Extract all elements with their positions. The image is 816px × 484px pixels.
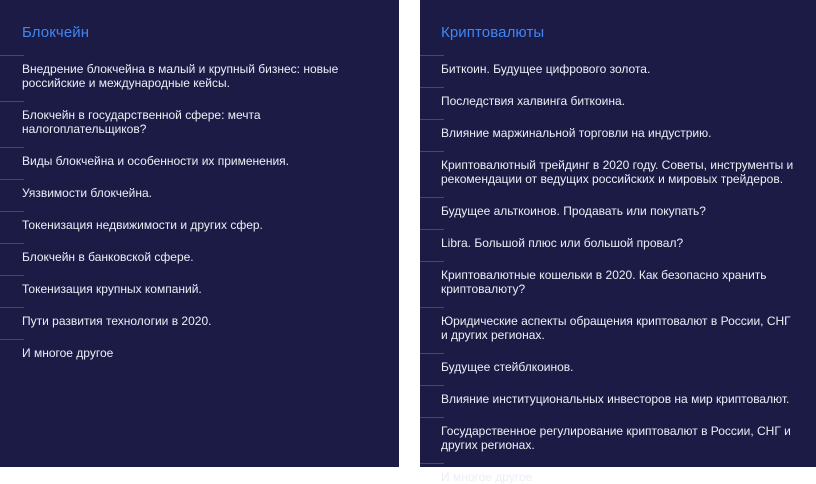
list-item: Криптовалютные кошельки в 2020. Как безопасно хранить криптовалюту? bbox=[441, 261, 796, 296]
blockchain-title: Блокчейн bbox=[22, 24, 90, 41]
blockchain-topic-list bbox=[22, 55, 377, 360]
list-item: Юридические аспекты обращения криптовалют в России, СНГ и других регионах. bbox=[441, 307, 796, 342]
list-item: Блокчейн в государственной сфере: мечта налогоплательщиков? bbox=[22, 101, 377, 136]
list-item: Государственное регулирование криптовалют в России, СНГ и других регионах. bbox=[441, 417, 796, 452]
list-item: Токенизация крупных компаний. bbox=[22, 275, 377, 296]
list-item: Влияние маржинальной торговли на индустрию. bbox=[441, 119, 796, 140]
list-item: Пути развития технологии в 2020. bbox=[22, 307, 377, 328]
crypto-panel bbox=[420, 0, 816, 484]
list-item: И многое другое bbox=[441, 463, 796, 484]
list-item: Биткоин. Будущее цифрового золота. bbox=[441, 55, 796, 76]
list-item: Виды блокчейна и особенности их применения. bbox=[22, 147, 377, 168]
crypto-title: Криптовалюты bbox=[441, 24, 545, 41]
list-item: Блокчейн в банковской сфере. bbox=[22, 243, 377, 264]
list-item: Будущее альткоинов. Продавать или покупать? bbox=[441, 197, 796, 218]
list-item: Влияние институциональных инвесторов на мир криптовалют. bbox=[441, 385, 796, 406]
list-item: Последствия халвинга биткоина. bbox=[441, 87, 796, 108]
list-item: Уязвимости блокчейна. bbox=[22, 179, 377, 200]
list-item: Внедрение блокчейна в малый и крупный бизнес: новые российские и международные кейсы. bbox=[22, 55, 377, 90]
list-item: Токенизация недвижимости и других сфер. bbox=[22, 211, 377, 232]
list-item: Криптовалютный трейдинг в 2020 году. Советы, инструменты и рекомендации от ведущих российских и мировых трейдеров. bbox=[441, 151, 796, 186]
list-item: И многое другое bbox=[22, 339, 377, 360]
list-item: Libra. Большой плюс или большой провал? bbox=[441, 229, 796, 250]
crypto-topic-list bbox=[441, 55, 796, 484]
blockchain-panel bbox=[0, 0, 399, 467]
list-item: Будущее стейблкоинов. bbox=[441, 353, 796, 374]
